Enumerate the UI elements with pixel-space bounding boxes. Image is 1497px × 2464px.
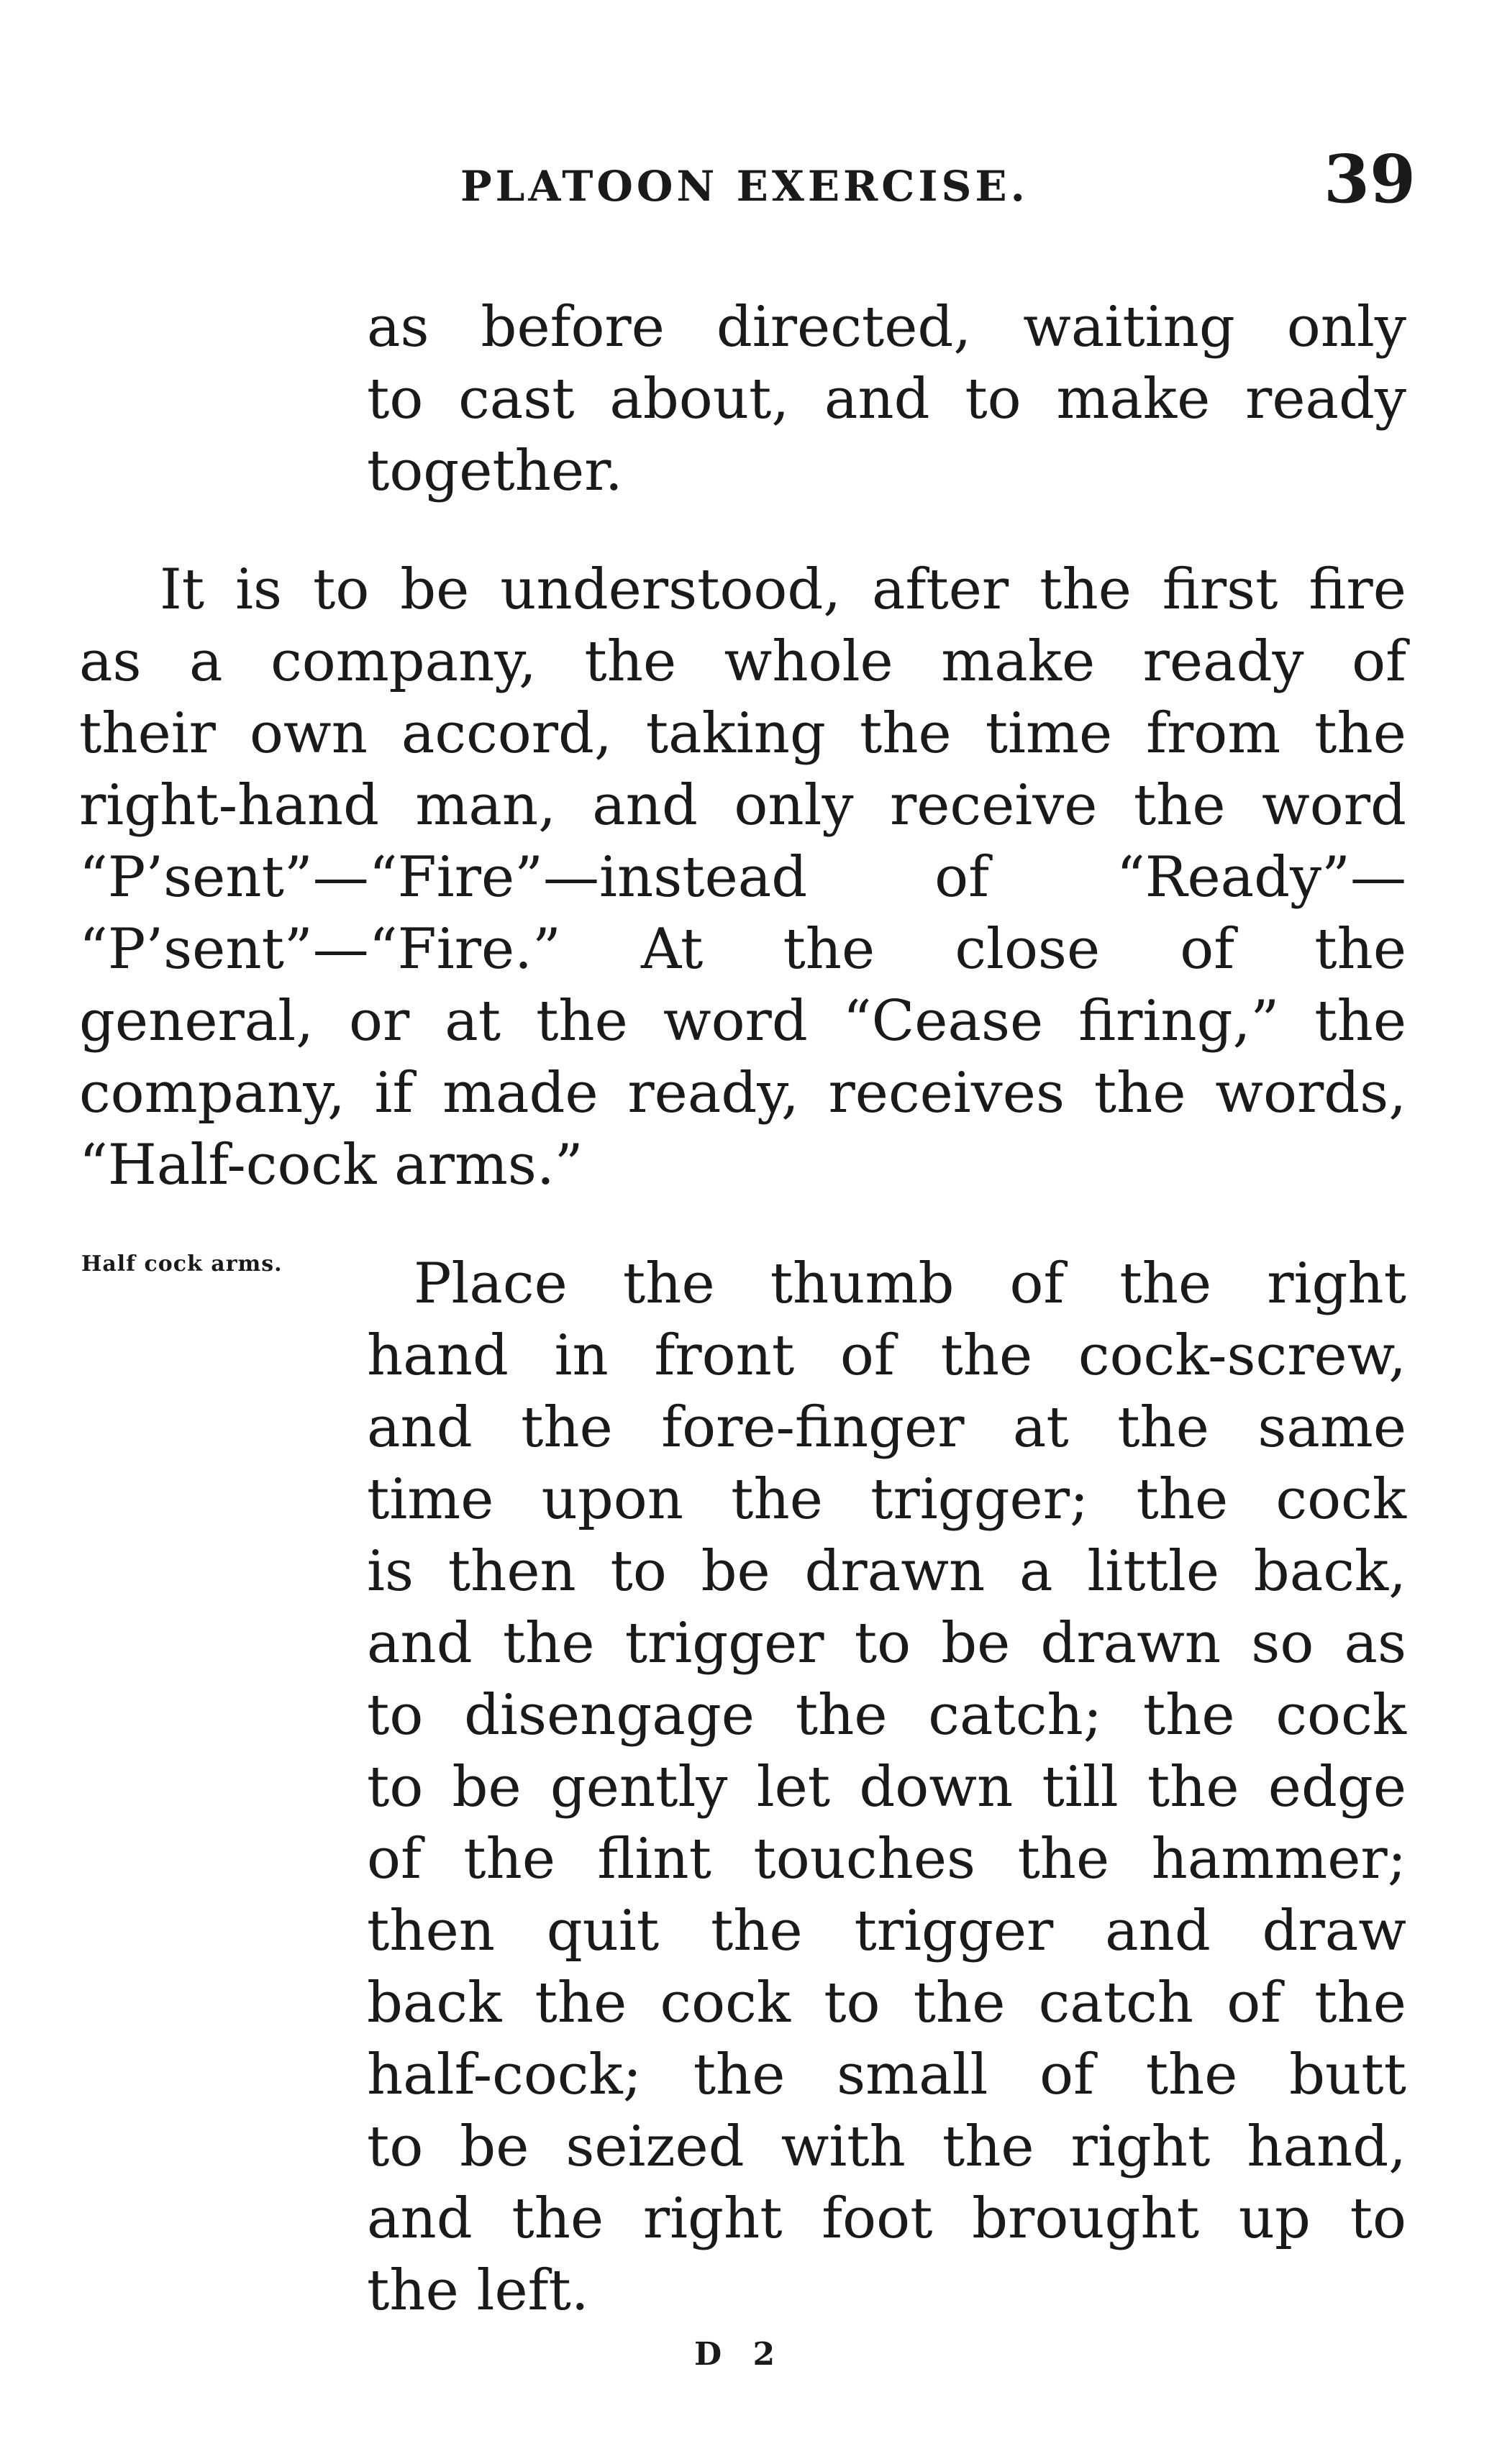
half-cock-line: is then to be drawn a little back,: [367, 1539, 1406, 1604]
half-cock-line: of the flint touches the hammer;: [367, 1827, 1406, 1892]
paragraph-2-line: their own accord, taking the time from the: [79, 701, 1406, 766]
half-cock-line: time upon the trigger; the cock: [367, 1467, 1406, 1532]
half-cock-line: to disengage the catch; the cock: [367, 1683, 1406, 1748]
half-cock-line: to be gently let down till the edge: [367, 1755, 1406, 1820]
half-cock-line: and the trigger to be drawn so as: [367, 1611, 1406, 1676]
half-cock-line: and the right foot brought up to: [367, 2186, 1406, 2251]
signature-mark: D 2: [694, 2336, 786, 2373]
half-cock-line: Place the thumb of the right: [414, 1251, 1406, 1316]
paragraph-2-line: company, if made ready, receives the words,: [79, 1061, 1406, 1126]
paragraph-2-line: right-hand man, and only receive the word: [79, 773, 1406, 838]
paragraph-2-line: It is to be understood, after the first fire: [160, 557, 1406, 622]
half-cock-line: half-cock; the small of the butt: [367, 2043, 1406, 2107]
paragraph-2-line: “P’sent”—“Fire”—instead of “Ready”—: [79, 845, 1406, 910]
paragraph-2-line: “Half-cock arms.”: [79, 1133, 583, 1197]
half-cock-line: the left.: [367, 2258, 589, 2323]
margin-note: Half cock arms.: [81, 1251, 283, 1277]
half-cock-line: to be seized with the right hand,: [367, 2114, 1406, 2179]
paragraph-2-line: as a company, the whole make ready of: [79, 629, 1406, 694]
half-cock-line: then quit the trigger and draw: [367, 1899, 1406, 1963]
paragraph-1-line: to cast about, and to make ready: [367, 367, 1406, 432]
half-cock-line: back the cock to the catch of the: [367, 1971, 1406, 2035]
half-cock-line: and the fore-finger at the same: [367, 1395, 1406, 1460]
paragraph-2-line: general, or at the word “Cease firing,” the: [79, 989, 1406, 1054]
running-head: PLATOON EXERCISE.: [460, 162, 1029, 211]
paragraph-1-line: together.: [367, 439, 623, 503]
page-number: 39: [1324, 140, 1416, 218]
paragraph-2-line: “P’sent”—“Fire.” At the close of the: [79, 917, 1406, 982]
half-cock-line: hand in front of the cock-screw,: [367, 1323, 1406, 1388]
paragraph-1-line: as before directed, waiting only: [367, 295, 1406, 360]
